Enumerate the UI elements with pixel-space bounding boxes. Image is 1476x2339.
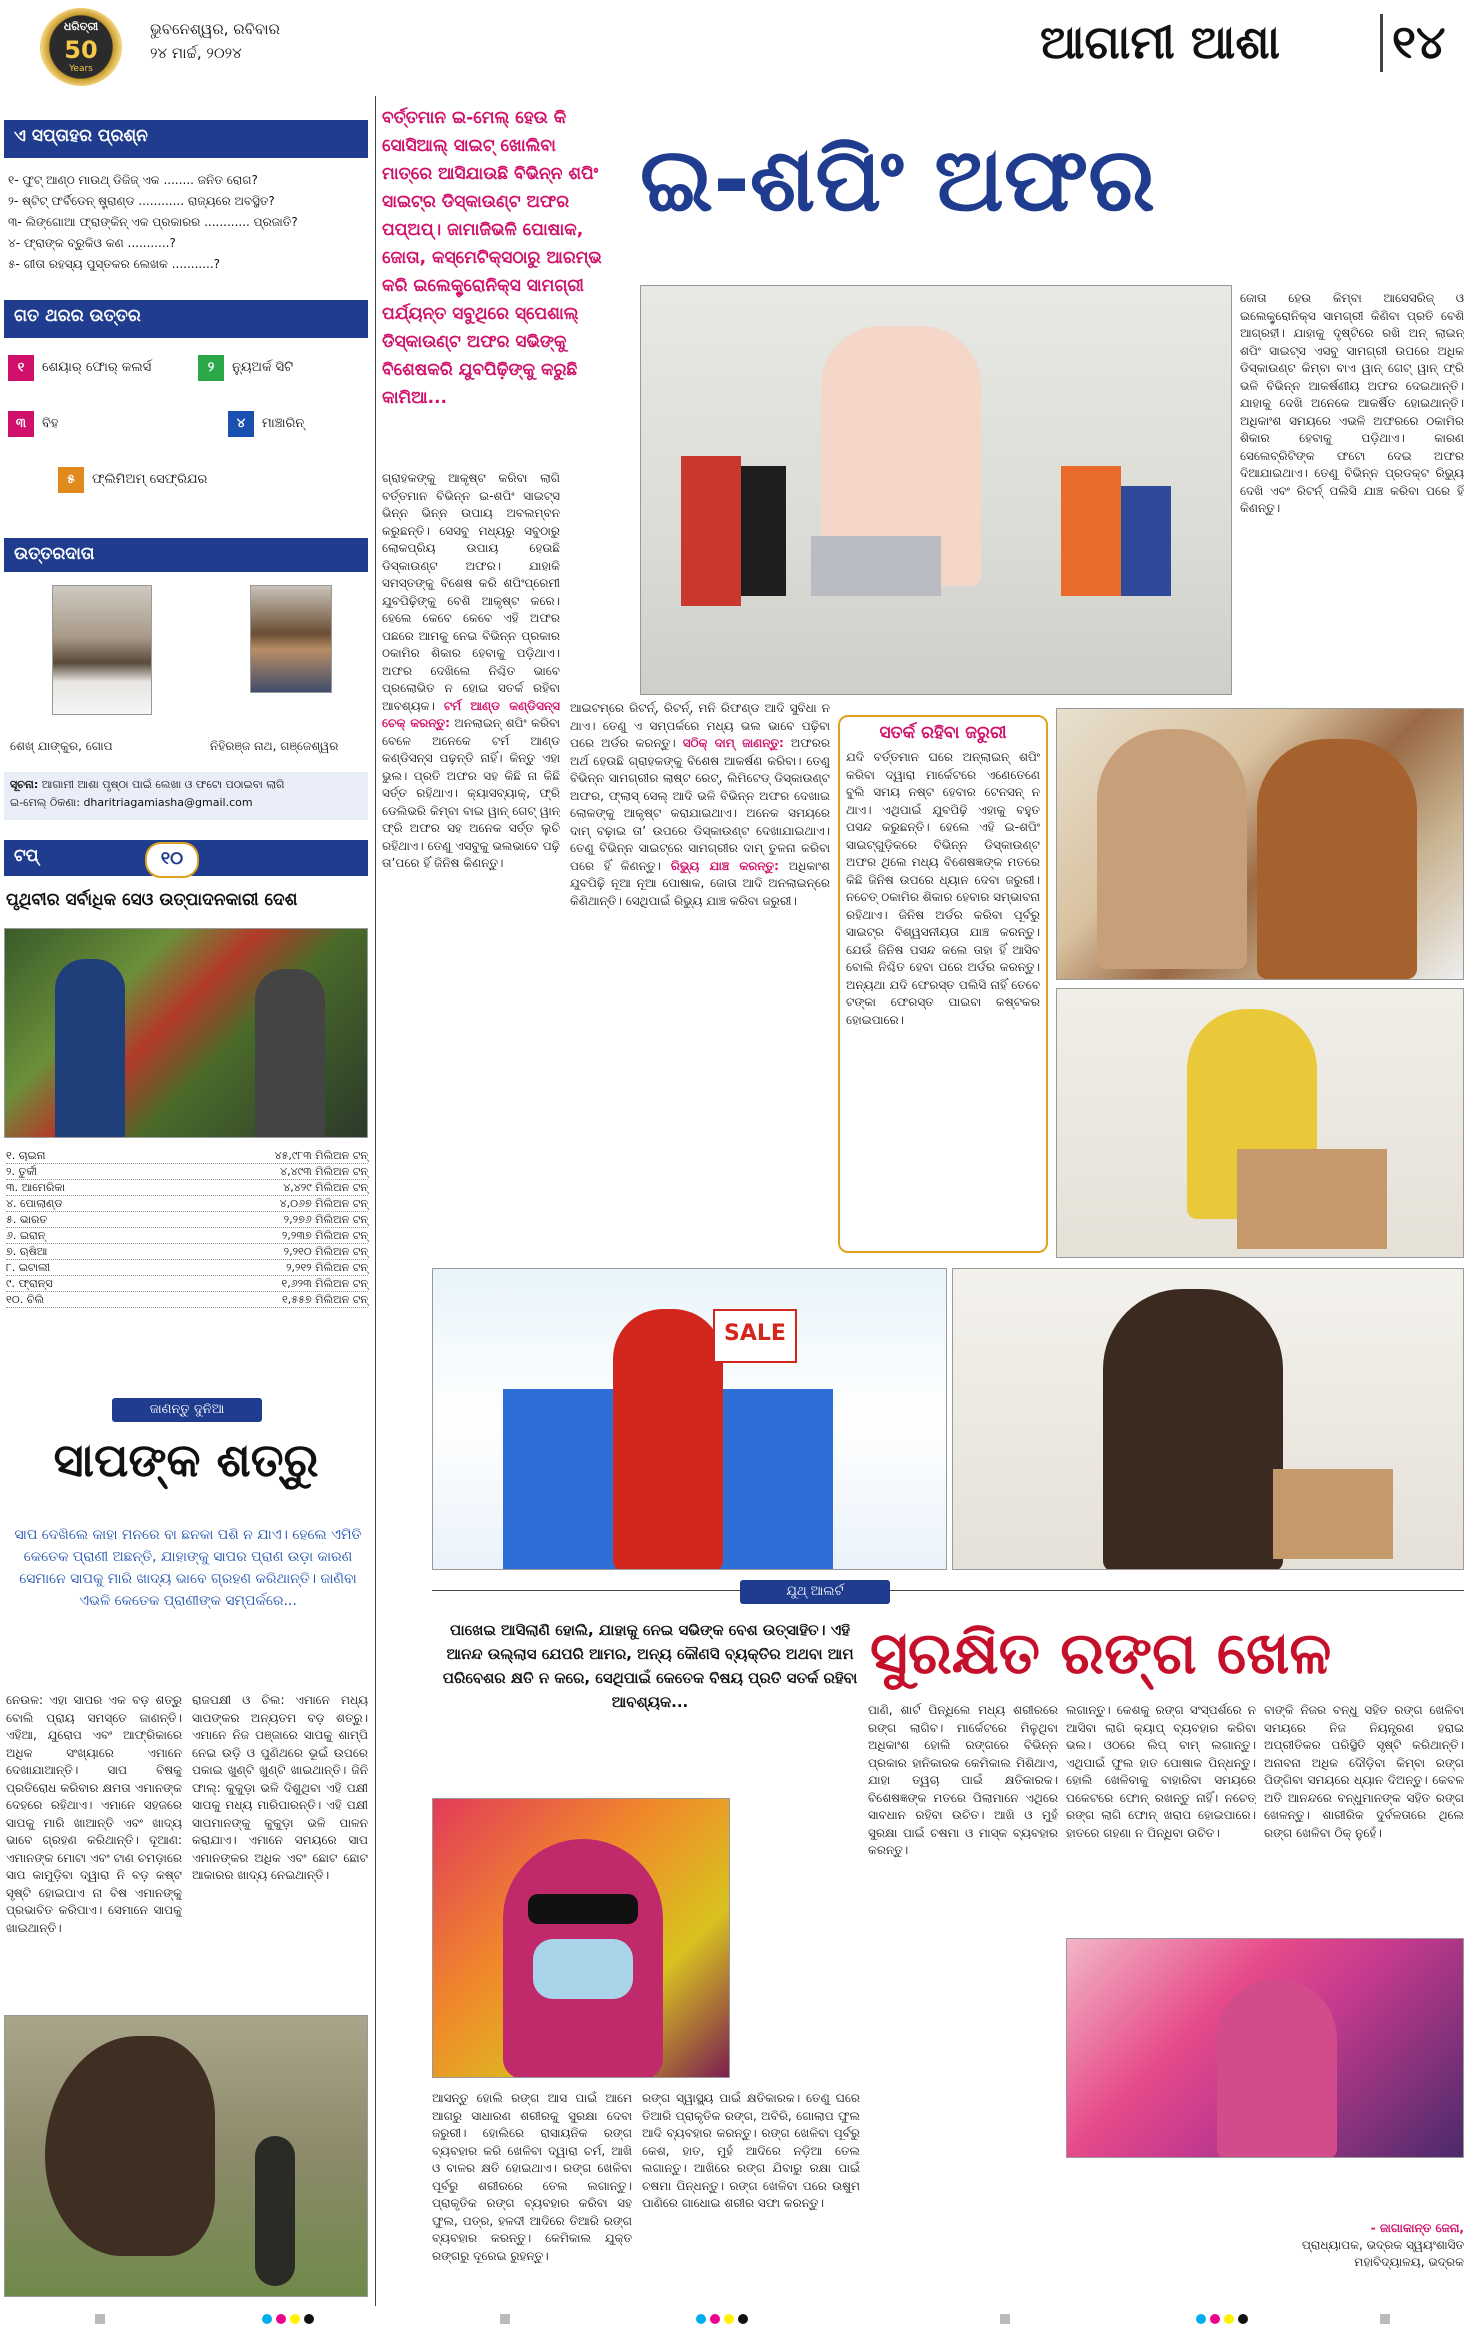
notice-text: ଆଗାମୀ ଆଶା ପୃଷ୍ଠା ପାଇଁ ଲେଖା ଓ ଫଟୋ ପଠାଇବା ଲାଗି: [41, 778, 285, 791]
sale-tag: SALE: [713, 1309, 797, 1363]
color-swatch: [276, 2314, 286, 2324]
top10-label: ଟପ୍: [14, 846, 39, 866]
column-divider: [375, 96, 376, 2306]
table-row: ୨. ତୁର୍କୀ ୪,୪୯୩ ମିଲିଅନ ଟନ୍: [6, 1165, 368, 1178]
eagle-cobra-photo: [4, 2015, 368, 2297]
person-figure: [1217, 1979, 1337, 2158]
byline-name: - ଜାଗାକାନ୍ତ ଜେନା,: [1370, 2221, 1464, 2235]
laptop: [811, 536, 941, 596]
table-row: ୧. ଚାଇନା ୪୫,୯୮୩ ମିଲିଅନ ଟନ୍: [6, 1149, 368, 1162]
holi-column-3: ପାଣି, ଶାର୍ଟ ପିନ୍ଧିଲେ ମଧ୍ୟ ଶରୀରରେ ରଙ୍ଗ ଲାଗିବ। ମାର୍କେଟରେ ମିଳୁଥିବା ଅଧିକାଂଶ ହୋଲି ରଙ୍ଗରେ ବିଭିନ୍ନ ପ୍ରକାର ହାନିକାରକ କେମିକାଲ ମିଶିଥାଏ, ଯାହା ତ୍ୱଚା ପାଇଁ କ୍ଷତିକାରକ। ବିଶେଷଜ୍ଞଙ୍କ ମତରେ ପିଲାମାନେ ଏଥିରେ ସାବଧାନ ରହିବା ଉଚିତ। ଆଖି ଓ ମୁହଁ ସୁରକ୍ଷା ପାଇଁ ଚଷମା ଓ ମାସ୍କ ବ୍ୟବହାର କରନ୍ତୁ।: [868, 1703, 1058, 1857]
logo-years: 50: [64, 36, 98, 64]
offer-lead: ବର୍ତ୍ତମାନ ଇ-ମେଲ୍ ହେଉ କି ସୋସିଆଲ୍ ସାଇଟ୍ ଖୋଲିବା ମାତ୍ରେ ଆସିଯାଉଛି ବିଭିନ୍ନ ଶପିଂ ସାଇଟ୍‌ର ଡିସ୍କାଉଣ୍ଟ ଅଫର ପପ୍‌ଅପ୍। ଜାମାଜିଭଳି ପୋଷାକ, ଜୋତା, କସ୍‌ମେଟିକ୍ସଠାରୁ ଆରମ୍ଭ କରି ଇଲେକ୍ଟ୍ରୋନିକ୍ସ ସାମଗ୍ରୀ ପର୍ଯ୍ୟନ୍ତ ସବୁଥିରେ ସ୍ପେଶାଲ୍ ଡିସ୍କାଉଣ୍ଟ ଅଫର ସଭିଙ୍କୁ ବିଶେଷକରି ଯୁବପିଢ଼ିଙ୍କୁ କରୁଛି କାମିଆ...: [382, 108, 602, 408]
color-swatch: [500, 2314, 510, 2324]
page-number: ୧୪: [1392, 15, 1446, 69]
responders-header: [4, 538, 368, 572]
apple-orchard-photo: [4, 928, 368, 1138]
snake-kicker: ଜାଣନ୍ତୁ ଦୁନିଆ: [112, 1398, 262, 1422]
cardboard-box: [1273, 1469, 1393, 1559]
table-row: ୮. ଇଟାଲୀ ୨,୨୧୨ ମିଲିଅନ ଟନ୍: [6, 1261, 368, 1274]
answers-grid: [8, 355, 368, 515]
offer-subhead-price: ସଠିକ୍ ଦାମ୍ ଜାଣନ୍ତୁ:: [682, 736, 784, 750]
notice-box: [4, 772, 368, 820]
holi-kicker: ଯୁଥ୍ ଆଲର୍ଟ: [740, 1580, 890, 1604]
answer-item: ୪ ମାଞ୍ଚାରିନ୍: [228, 411, 304, 437]
holi-lead: ପାଖେଇ ଆସିଲାଣି ହୋଲି, ଯାହାକୁ ନେଇ ସଭିଙ୍କ ବେଶ ଉତ୍ସାହିତ। ଏହି ଆନନ୍ଦ ଉଲ୍ଲାସ ଯେପରି ଆମର, ଅନ୍ୟ କୌଣସି ବ୍ୟକ୍ତିର ଅଥବା ଆମ ପରିବେଶର କ୍ଷତି ନ କରେ, ସେଥିପାଇଁ କେତେକ ବିଷୟ ପ୍ରତି ସତର୍କ ରହିବା ଆବଶ୍ୟକ...: [442, 1621, 858, 1711]
holi-mask-photo: [432, 1798, 730, 2078]
person-figure: [1257, 739, 1417, 979]
holi-column-5: ବାଙ୍କି ନିଜର ବନ୍ଧୁ ସହିତ ରଙ୍ଗ ଖେଳିବା ସମୟରେ ନିଜ ନିୟନ୍ତ୍ରଣ ହରାଇ ଅପ୍ରୀତିକର ପରିସ୍ଥିତି ସୃଷ୍ଟି କରିଥାନ୍ତି। ଅନାବନା ଅଧିକ ଦୌଡ଼ିବା କିମ୍ବା ରଙ୍ଗ ପିଙ୍ଗିବା ସମୟରେ ଧ୍ୟାନ ଦିଅନ୍ତୁ। କେବଳ ଅତି ଆନନ୍ଦରେ ବନ୍ଧୁମାନଙ୍କ ସହିତ ରଙ୍ଗ ଖେଳନ୍ତୁ। ଶାରୀରିକ ଦୁର୍ବଳତାରେ ଥିଲେ ରଙ୍ଗ ଖେଳିବା ଠିକ୍ ନୁହେଁ।: [1264, 1703, 1464, 1840]
cardboard-box: [1237, 1149, 1387, 1249]
logo-sub: Years: [69, 64, 93, 74]
caution-box-text: ଯଦି ବର୍ତ୍ତମାନ ଘରେ ଅନ୍‌ଲାଇନ୍ ଶପିଂ କରିବା ଦ୍ୱାରା ମାର୍କେଟରେ ଏଣେତେଣେ ବୁଲି ସମୟ ନଷ୍ଟ ହେବାର ଟେନସନ୍ ନ ଥାଏ। ଏଥିପାଇଁ ଯୁବପିଢ଼ି ଏହାକୁ ବହୁତ ପସନ୍ଦ କରୁଛନ୍ତି। ହେଲେ ଏହି ଇ-ଶପିଂ ସାଇଟ୍‌ଗୁଡ଼ିକରେ ବିଭିନ୍ନ ଡିସ୍କାଉଣ୍ଟ ଅଫର ଥିଲେ ମଧ୍ୟ ବିଶେଷଜ୍ଞଙ୍କ ମତରେ କିଛି ଜିନିଷ ଉପରେ ଧ୍ୟାନ ଦେବା ଜରୁରୀ। ନଚେତ୍ ଠକାମିର ଶିକାର ହେବାର ସମ୍ଭାବନା ରହିଥାଏ। ଜିନିଷ ଅର୍ଡର କରିବା ପୂର୍ବରୁ ସାଇଟ୍‌ର ବିଶ୍ୱସନୀୟତା ଯାଞ୍ଚ କରନ୍ତୁ। ଯେଉଁ ଜିନିଷ ପସନ୍ଦ କଲେ ତାହା ହିଁ ଆସିବ ବୋଲି ନିଶ୍ଚିତ ହେବା ପରେ ଅର୍ଡର କରନ୍ତୁ। ଅନ୍ୟଥା ଯଦି ଫେରସ୍ତ ପଲିସି ନାହିଁ ତେବେ ଟଙ୍କା ଫେରସ୍ତ ପାଇବା କଷ୍ଟକର ହୋଇପାରେ।: [846, 750, 1040, 1027]
person-figure: [55, 959, 125, 1138]
person-figure: [1097, 729, 1247, 969]
answer-item: ୧ ଶେୟାର୍ ଫୋର୍ କଲର୍ସ: [8, 355, 151, 381]
color-swatch: [1196, 2314, 1206, 2324]
man-parcel-photo: [952, 1268, 1464, 1570]
table-row: ୫. ଭାରତ ୨,୨୭୬ ମିଲିଅନ ଟନ୍: [6, 1213, 368, 1226]
color-swatch: [1210, 2314, 1220, 2324]
quiz-question: ୫- ଗୀତା ରହସ୍ୟ ପୁସ୍ତକର ଲେଖକ ...........?: [8, 257, 221, 271]
email-label: ଇ-ମେଲ୍ ଠିକଣା:: [10, 796, 80, 809]
snake-column-2: ରାଜପକ୍ଷୀ ଓ ଚିଲ: ଏମାନେ ମଧ୍ୟ ସାପଙ୍କର ଅନ୍ୟତମ ବଡ଼ ଶତ୍ରୁ। ଏମାନେ ନିଜ ପଞ୍ଜାରେ ସାପକୁ ଶାମ୍ପି ନେଇ ଉଡ଼ି ଓ ପୁଣିଥରେ ଭୂଇଁ ଉପରେ ପକାଇ ଖୁଣ୍ଟି ଖୁଣ୍ଟି ଖାଇଥାନ୍ତି। ଜିନି ଫାଲ୍: କୁକୁଡ଼ା ଭଳି ଦିଶୁଥିବା ଏହି ପକ୍ଷୀ ସାପକୁ ମଧ୍ୟ ମାରିପାରନ୍ତି। ଏହି ପକ୍ଷୀ ସାପମାନଙ୍କୁ କୁକୁଡ଼ା ଭଳି ପାଳନ କରାଯାଏ। ଏମାନେ ସମୟରେ ସାପ ଏମାନଙ୍କର ଅଧିକ ଏବଂ ଛୋଟ ଛୋଟ ଆକାରର ଖାଦ୍ୟ ନେଇଥାନ୍ତି।: [192, 1693, 368, 1882]
responder-photo-2: [250, 585, 332, 693]
color-swatch: [724, 2314, 734, 2324]
table-row: ୭. ଋଷିଆ ୨,୨୧୦ ମିଲିଅନ ଟନ୍: [6, 1245, 368, 1258]
bag-black: [741, 466, 786, 596]
table-row: ୯. ଫ୍ରାନ୍ସ ୧,୬୨୩ ମିଲିଅନ ଟନ୍: [6, 1277, 368, 1290]
holi-headline: ସୁରକ୍ଷିତ ରଙ୍ଗ ଖେଳ: [870, 1619, 1332, 1687]
snake-intro: ସାପ ଦେଖିଲେ କାହା ମନରେ ବା ଛନକା ପଶି ନ ଯାଏ। ହେଲେ ଏମିତି କେତେକ ପ୍ରାଣୀ ଅଛନ୍ତି, ଯାହାଙ୍କୁ ସାପର ପ୍ରାଣ ଉଡ଼ା କାରଣ ସେମାନେ ସାପକୁ ମାରି ଖାଦ୍ୟ ଭାବେ ଗ୍ରହଣ କରିଥାନ୍ତି। ଜାଣିବା ଏଭଳି କେତେକ ପ୍ରାଣୀଙ୍କ ସମ୍ପର୍କରେ...: [14, 1527, 362, 1609]
color-swatch: [1000, 2314, 1010, 2324]
holi-column-2: ରଙ୍ଗ ସ୍ୱାସ୍ଥ୍ୟ ପାଇଁ କ୍ଷତିକାରକ। ତେଣୁ ଘରେ ତିଆରି ପ୍ରାକୃତିକ ରଙ୍ଗ, ଅବିରି, ଗୋଲାପ ଫୁଲ ଆଦି ବ୍ୟବହାର କରନ୍ତୁ। ରଙ୍ଗ ଖେଳିବା ପୂର୍ବରୁ କେଶ, ହାତ, ମୁହଁ ଆଦିରେ ନଡ଼ିଆ ତେଲ ଲଗାନ୍ତୁ। ଆଖିରେ ରଙ୍ଗ ଯିବାରୁ ରକ୍ଷା ପାଇଁ ଚଷମା ପିନ୍ଧନ୍ତୁ। ରଙ୍ଗ ଖେଳିବା ପରେ ଉଷୁମ ପାଣିରେ ଗାଧୋଇ ଶରୀର ସଫା କରନ୍ତୁ।: [642, 2091, 860, 2210]
table-row: ୬. ଇରାନ୍ ୨,୨୩୭ ମିଲିଅନ ଟନ୍: [6, 1229, 368, 1242]
offer-subhead-review: ରିଭ୍ୟୁ ଯାଞ୍ଚ କରନ୍ତୁ:: [670, 858, 779, 873]
dateline-date: ୨୪ ମାର୍ଚ୍ଚ, ୨୦୨୪: [150, 44, 242, 62]
offer-column-left: ଗ୍ରାହକଙ୍କୁ ଆକୃଷ୍ଟ କରିବା ଲାଗି ବର୍ତ୍ତମାନ ବିଭିନ୍ନ ଇ-ଶପିଂ ସାଇଟ୍ସ ଭିନ୍ନ ଭିନ୍ନ ଉପାୟ ଅବଲମ୍ବନ କରୁଛନ୍ତି। ସେସବୁ ମଧ୍ୟରୁ ସବୁଠାରୁ ଲୋକପ୍ରିୟ ଉପାୟ ହେଉଛି ଡିସ୍କାଉଣ୍ଟ ଅଫର। ଯାହାକି ସମସ୍ତଙ୍କୁ ବିଶେଷ କରି ଶପିଂପ୍ରେମୀ ଯୁବପିଢ଼ିଙ୍କୁ ବେଶି ଆକୃଷ୍ଟ କରେ। ହେଲେ କେବେ କେବେ ଏହି ଅଫର ପଛରେ ଆମକୁ ନେଇ ବିଭିନ୍ନ ପ୍ରକାର ଠକାମିର ଶିକାର ହେବାକୁ ପଡ଼ିଥାଏ। ଅଫର ଦେଖିଲେ ନିଶ୍ଚିତ ଭାବେ ପ୍ରଲୋଭିତ ନ ହୋଇ ସତର୍କ ରହିବା ଆବଶ୍ୟକ। ଟର୍ମ ଆଣ୍ଡ କଣ୍ଡିସନ୍ସ ଚେକ୍ କରନ୍ତୁ: ଅନଲାଇନ୍ ଶପିଂ କରିବା ବେଳେ ଅନେକେ ଟର୍ମ ଆଣ୍ଡ କଣ୍ଡିସନ୍ସ ପଢ଼ନ୍ତି ନାହିଁ। କିନ୍ତୁ ଏହା ଭୁଲ। ପ୍ରତି ଅଫର ସହ କିଛି ନା କିଛି ସର୍ତ୍ତ ରହିଥାଏ। କ୍ୟାସବ୍ୟାକ୍, ଫ୍ରି ଡେଲିଭରି କିମ୍ବା ବାଇ ୱାନ୍ ଗେଟ୍ ୱାନ୍ ଫ୍ରି ଅଫର ସହ ଅନେକ ସର୍ତ୍ତ ଲୁଚି ରହିଥାଏ। ତେଣୁ ଏସବୁକୁ ଭଲଭାବେ ପଢ଼ି ତା’ପରେ ହିଁ ଜିନିଷ କିଣନ୍ତୁ।: [382, 471, 560, 870]
print-registration-marks: [0, 2310, 1476, 2330]
responder-name-1: ଶେଖ୍ ଯାଙ୍କୁର, ଗୋପ: [10, 739, 113, 753]
answers-title: ଗତ ଥରର ଉତ୍ତର: [14, 306, 141, 326]
offer-column-middle: ଆଇଟମ୍‌ରେ ରିଟର୍ନ୍, ରିଟର୍ନ୍, ମନି ରିଫଣ୍ଡ ଆଦି ସୁବିଧା ନ ଥାଏ। ତେଣୁ ଏ ସମ୍ପର୍କରେ ମଧ୍ୟ ଭଲ ଭାବେ ପଢ଼ିବା ପରେ ଅର୍ଡର କରନ୍ତୁ। ସଠିକ୍ ଦାମ୍ ଜାଣନ୍ତୁ: ଅଫରର ଅର୍ଥ ହେଉଛି ଗ୍ରାହକଙ୍କୁ ବିଶେଷ ଆକର୍ଷଣ କରିବା। ତେଣୁ ବିଭିନ୍ନ ସାମଗ୍ରୀର ଲାଷ୍ଟ ରେଟ୍, ଲିମିଟେଡ୍ ଡିସ୍କାଉଣ୍ଟ ଅଫର, ଫ୍ଲାସ୍ ସେଲ୍ ଆଦି ଭଳି ବିଭିନ୍ନ ଅଫର ଦେଖାଇ ଲୋକଙ୍କୁ ଆକୃଷ୍ଟ କରାଯାଇଥାଏ। ଅନେକ ସମୟରେ ଦାମ୍ ବଢ଼ାଇ ତା’ ଉପରେ ଡିସ୍କାଉଣ୍ଟ ଦେଖାଯାଇଥାଏ। ତେଣୁ ବିଭିନ୍ନ ସାଇଟ୍‌ରେ ସାମଗ୍ରୀର ଦାମ୍ ତୁଳନା କରିବା ପରେ ହିଁ କିଣନ୍ତୁ। ରିଭ୍ୟୁ ଯାଞ୍ଚ କରନ୍ତୁ: ଅଧିକାଂଶ ଯୁବପିଢ଼ି ନୂଆ ନୂଆ ପୋଷାକ, ଜୋତା ଆଦି ଅନଲାଇନ୍‌ରେ କିଣିଥାନ୍ତି। ସେଥିପାଇଁ ରିଭ୍ୟୁ ଯାଞ୍ଚ କରିବା ଜରୁରୀ।: [570, 701, 830, 908]
top10-number: ୧୦: [160, 848, 184, 869]
color-swatch: [1238, 2314, 1248, 2324]
color-swatch: [1380, 2314, 1390, 2324]
answer-item: ୫ ଫ୍ଲିମିଅମ୍ ସେଫ୍ରିଯର: [58, 467, 207, 493]
responder-photo-1: [52, 585, 152, 715]
quiz-question: ୨- ଷ୍ଟିଟ୍ ଫର୍ବିଡେନ୍ ଷ୍ଟ୍ରାଣ୍ଡ ............ ରାଜ୍ୟରେ ଅବସ୍ଥିତ?: [8, 194, 275, 208]
table-row: ୧୦. ଚିଲି ୧,୫୫୭ ମିଲିଅନ ଟନ୍: [6, 1293, 368, 1306]
masthead: [0, 0, 1476, 90]
answers-header: [4, 300, 368, 338]
color-swatch: [738, 2314, 748, 2324]
bag-blue: [1121, 486, 1171, 596]
responders-title: ଉତ୍ତରଦାତା: [14, 544, 95, 564]
quiz-title: ଏ ସପ୍ତାହର ପ୍ରଶ୍ନ: [14, 126, 148, 146]
quiz-question: ୪- ଫ୍ରାଙ୍କ ବ୍ରୁକିଓ କଣ ...........?: [8, 236, 176, 250]
holi-group-photo: [1066, 1938, 1464, 2158]
table-row: ୪. ପୋଲାଣ୍ଡ ୪,୦୬୭ ମିଲିଅନ ଟନ୍: [6, 1197, 368, 1210]
email-address[interactable]: dharitriagamiasha@gmail.com: [83, 796, 253, 809]
color-swatch: [1224, 2314, 1234, 2324]
couple-card-photo: [1056, 708, 1464, 980]
eagle-figure: [45, 2036, 215, 2256]
dateline-place: ଭୁବନେଶ୍ୱର, ରବିବାର: [150, 20, 280, 38]
color-swatch: [696, 2314, 706, 2324]
color-swatch: [262, 2314, 272, 2324]
color-swatch: [710, 2314, 720, 2324]
top10-number-badge: [145, 842, 199, 878]
caution-box-title: ସତର୍କ ରହିବା ଜରୁରୀ: [879, 723, 1007, 743]
sale-megaphone-photo: [432, 1268, 947, 1570]
offer-column-right: ଜୋତା ହେଉ କିମ୍ବା ଆସେସରିଜ୍ ଓ ଇଲେକ୍ଟ୍ରୋନିକ୍ସ ସାମଗ୍ରୀ କିଣିବା ପ୍ରତି ବେଶି ଆଗ୍ରହୀ। ଯାହାକୁ ଦୃଷ୍ଟିରେ ରଖି ଅନ୍ ଲାଇନ୍ ଶପିଂ ସାଇଟ୍ସ ଏସବୁ ସାମଗ୍ରୀ ଉପରେ ଅଧିକ ଡିସ୍କାଉଣ୍ଟ କିମ୍ବା ବାଏ ୱାନ୍ ଗେଟ୍ ୱାନ୍ ଫ୍ରି ଭଳି ବିଭିନ୍ନ ଆକର୍ଷଣୀୟ ଅଫର ଦେଇଥାନ୍ତି। ଯାହାକୁ ଦେଖି ଅନେକେ ଆକର୍ଷିତ ହୋଇଥାନ୍ତି। ଅଧିକାଂଶ ସମୟରେ ଏଭଳି ଅଫରରେ ଠକାମିର ଶିକାର ହେବାକୁ ପଡ଼ିଥାଏ। କାରଣ ସେଲେବ୍ରିଟିଙ୍କ ଫଟୋ ଦେଇ ଅଫର ଦିଆଯାଇଥାଏ। ତେଣୁ ବିଭିନ୍ନ ପ୍ରଡକ୍ଟ ରିଭ୍ୟୁ ଦେଖି ଏବଂ ରିଟର୍ନ୍ ପଲିସି ଯାଞ୍ଚ କରିବା ପରେ ହିଁ କିଣନ୍ତୁ।: [1240, 291, 1464, 515]
top10-table: [6, 1148, 368, 1308]
color-swatch: [304, 2314, 314, 2324]
color-swatch: [95, 2314, 105, 2324]
masthead-divider: [1380, 14, 1383, 72]
quiz-list: [8, 170, 368, 275]
section-divider: [432, 1590, 1464, 1591]
person-figure: [613, 1309, 723, 1570]
snake-headline: ସାପଙ୍କ ଶତ୍ରୁ: [53, 1433, 319, 1487]
logo-text: ଧରିତ୍ରୀ: [63, 20, 99, 33]
table-row: ୩. ଆମେରିକା ୪,୪୨୯ ମିଲିଅନ ଟନ୍: [6, 1181, 368, 1194]
worried-woman-photo: [1056, 988, 1464, 1258]
section-title: ଆଗାମୀ ଆଶା: [1040, 15, 1281, 69]
offer-headline: ଇ-ଶପିଂ ଅଫର: [640, 128, 1155, 231]
sunglasses: [528, 1894, 638, 1924]
holi-byline: [1264, 2220, 1464, 2271]
notice-label: ସୂଚନା:: [10, 778, 39, 791]
byline-affiliation: ପ୍ରାଧ୍ୟାପକ, ଭଦ୍ରକ ସ୍ୱୟଂଶାସିତ ମହାବିଦ୍ୟାଳୟ, ଭଦ୍ରକ: [1301, 2238, 1464, 2269]
holi-column-4: ଲଗାନ୍ତୁ। କେଶକୁ ରଙ୍ଗ ସଂସ୍ପର୍ଶରେ ନ ଆସିବା ଲାଗି କ୍ୟାପ୍ ବ୍ୟବହାର କରିବା ଭଲ। ଓଠରେ ଲିପ୍ ବାମ୍ ଲଗାନ୍ତୁ। ଏଥିପାଇଁ ଫୁଲ ହାତ ପୋଷାକ ପିନ୍ଧନ୍ତୁ। ହୋଲି ଖେଳିବାକୁ ବାହାରିବା ସମୟରେ ପକେଟରେ ଫୋନ୍ ରଖନ୍ତୁ ନାହିଁ। ନଚେତ୍ ରଙ୍ଗ ଲାଗି ଫୋନ୍ ଖରାପ ହୋଇପାରେ। ହାତରେ ଗହଣା ନ ପିନ୍ଧିବା ଉଚିତ।: [1066, 1703, 1256, 1840]
color-swatch: [290, 2314, 300, 2324]
answer-item: ୩ ବିହ: [8, 411, 58, 437]
quiz-question: ୩- ଲିଙ୍ଗୋଆ ଫ୍ରାଙ୍କିନ୍ ଏକ ପ୍ରକାରର ............ ପ୍ରଜାତି?: [8, 215, 298, 229]
caution-box: [838, 715, 1048, 1253]
offer-subhead-terms: ଟର୍ମ ଆଣ୍ଡ କଣ୍ଡିସନ୍ସ ଚେକ୍ କରନ୍ତୁ:: [382, 698, 560, 730]
shopping-woman-photo: [640, 285, 1232, 695]
holi-column-1: ଆସନ୍ତୁ ହୋଲି ରଙ୍ଗ ଆସ ପାଇଁ ଆମେ ଆଗରୁ ସାଧାରଣ ଶରୀରକୁ ସୁରକ୍ଷା ଦେବା ଜରୁରୀ। ହୋଲିରେ ରାସାୟନିକ ରଙ୍ଗ ବ୍ୟବହାର କରି ଖେଳିବା ଦ୍ୱାରା ଚର୍ମ, ଆଖି ଓ ବାଳର କ୍ଷତି ହୋଇଥାଏ। ରଙ୍ଗ ଖେଳିବା ପୂର୍ବରୁ ଶରୀରରେ ତେଲ ଲଗାନ୍ତୁ। ପ୍ରାକୃତିକ ରଙ୍ଗ ବ୍ୟବହାର କରିବା ସହ ଫୁଲ, ପତ୍ର, ହଳଦୀ ଆଦିରେ ତିଆରି ରଙ୍ଗ ବ୍ୟବହାର କରନ୍ତୁ। କେମିକାଲ ଯୁକ୍ତ ରଙ୍ଗରୁ ଦୂରେଇ ରୁହନ୍ତୁ।: [432, 2091, 632, 2263]
bag-orange: [1061, 466, 1121, 596]
responder-name-2: ନିହିରଞ୍ଜ ନାଥ, ଗଞ୍ଜେଶ୍ୱର: [210, 739, 339, 753]
snake-column-1: ନେଉଳ: ଏହା ସାପର ଏକ ବଡ଼ ଶତ୍ରୁ ବୋଲି ପ୍ରାୟ ସମସ୍ତେ ଜାଣନ୍ତି। ଏହିଆ, ଯୁରୋପ ଏବଂ ଆଫ୍ରିକାରେ ଅଧିକ ସଂଖ୍ୟାରେ ଏମାନେ ଦେଖାଯାଆନ୍ତି। ସାପ ବିଷକୁ ପ୍ରତିରୋଧ କରିବାର କ୍ଷମତା ଏମାନଙ୍କ ଦେହରେ ରହିଥାଏ। ଏମାନେ ସହଜରେ ସାପକୁ ମାରି ଖାଆନ୍ତି ଏବଂ ଖାଦ୍ୟ ଭାବେ ଗ୍ରହଣ କରିଥାନ୍ତି। ଦୂଆଣ: ଏମାନଙ୍କ ମୋଟା ଏବଂ ଟାଣ ଚମଡ଼ାରେ ସାପ କାମୁଡ଼ିବା ଦ୍ୱାରା ନି ବଡ଼ କଷ୍ଟ ସୃଷ୍ଟି ହୋଇପାଏ ନା ବିଷ ଏମାନଙ୍କୁ ପ୍ରଭାବିତ କରିପାଏ। ସେମାନେ ସାପକୁ ଖାଇଥାନ୍ତି।: [6, 1693, 182, 1935]
person-figure: [1103, 1289, 1283, 1570]
anniversary-logo: [40, 8, 122, 86]
cobra-figure: [255, 2136, 295, 2286]
face-mask: [533, 1939, 633, 1999]
bag-red: [681, 456, 741, 606]
top10-title: ପୃଥିବୀର ସର୍ବାଧିକ ସେଓ ଉତ୍ପାଦନକାରୀ ଦେଶ: [6, 890, 298, 910]
answer-item: ୨ ନ୍ୟୁଅର୍କ ସିଟି: [198, 355, 293, 381]
quiz-header: [4, 120, 368, 158]
person-figure: [255, 969, 325, 1138]
quiz-question: ୧- ଫୁଟ୍ ଆଣ୍ଠ ମାଉଥ୍ ଡିଜିଜ୍ ଏକ ........ ଜନିତ ରୋଗ?: [8, 173, 258, 187]
